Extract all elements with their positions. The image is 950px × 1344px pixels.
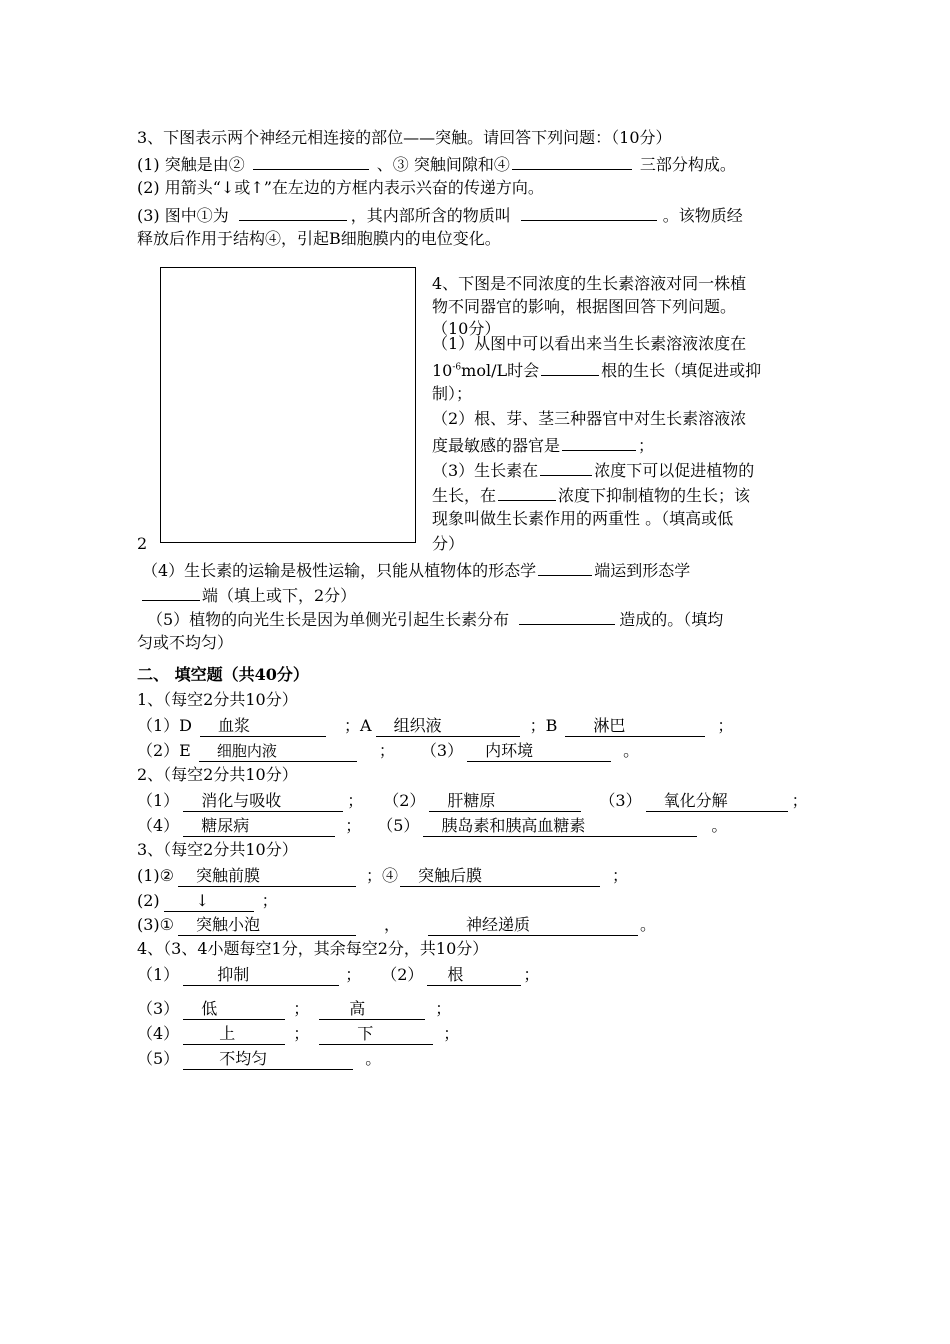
- q3-line3: (3) 图中①为 ，其内部所含的物质叫 。该物质经: [137, 203, 743, 227]
- q3-blank-1[interactable]: [253, 152, 369, 170]
- q4-blank-3[interactable]: [540, 458, 592, 476]
- q4-blank-6[interactable]: [142, 583, 200, 601]
- q4-line13: （4）生长素的运输是极性运输，只能从植物体的形态学 端运到形态学: [142, 558, 690, 582]
- q4-line10: 生长，在 浓度下抑制植物的生长；该: [432, 483, 750, 507]
- q4-line5: $10^{-6}mol/L$时会 根的生长（填促进或抑: [432, 358, 761, 382]
- a3-answer-2: 突触后膜: [400, 866, 600, 887]
- q4-blank-4[interactable]: [498, 483, 556, 501]
- figure-box[interactable]: [160, 267, 416, 543]
- a4-answer-1: 抑制: [183, 965, 339, 986]
- a3-answer-4: 突触小泡: [178, 915, 356, 936]
- a4-head: 4、（3、4小题每空1分，其余每空2分，共10分）: [137, 939, 489, 958]
- a4-row3: （4） 上 ； 下 ；: [137, 1024, 460, 1043]
- q4-line9: （3）生长素在 浓度下可以促进植物的: [432, 458, 754, 482]
- q4-blank-7[interactable]: [519, 607, 615, 625]
- a3-head: 3、（每空2分共10分）: [137, 840, 298, 859]
- q4-line16: 匀或不均匀）: [137, 633, 234, 652]
- q4-blank-5[interactable]: [538, 558, 592, 576]
- q3-blank-4[interactable]: [521, 203, 657, 221]
- q4-line7: （2）根、芽、茎三种器官中对生长素溶液浓: [432, 409, 747, 428]
- a2-row1: （1） 消化与吸收 ； （2） 肝糖原 （3） 氧化分解 ；: [137, 791, 808, 810]
- q4-line11: 现象叫做生长素作用的两重性 。（填高或低: [432, 509, 734, 528]
- a3-row1: (1)② 突触前膜 ；④ 突触后膜 ；: [137, 866, 629, 885]
- a1-answer-3: 淋巴: [565, 716, 705, 737]
- a4-row1: （1） 抑制 ； （2） 根 ；: [137, 965, 540, 984]
- section2-title: 二、 填空题（共40分）: [137, 665, 309, 684]
- a1-row2: （2）E 细胞内液 ； （3） 内环境 。: [137, 741, 640, 760]
- a4-answer-5: 上: [183, 1024, 285, 1045]
- a1-answer-5: 内环境: [467, 741, 611, 762]
- q4-line14: 端（填上或下，2分）: [142, 583, 356, 607]
- q4-line2: 物不同器官的影响，根据图回答下列问题。: [432, 297, 737, 316]
- q3-title: 3、下图表示两个神经元相连接的部位——突触。请回答下列问题：（10分）: [137, 128, 672, 147]
- a4-row4: （5） 不均匀 。: [137, 1049, 382, 1068]
- a4-answer-3: 低: [183, 999, 285, 1020]
- q4-line3: （10分）: [432, 319, 501, 338]
- q4-line1: 4、下图是不同浓度的生长素溶液对同一株植: [432, 274, 747, 293]
- a2-answer-1: 消化与吸收: [183, 791, 343, 812]
- q4-blank-1[interactable]: [541, 358, 599, 376]
- a1-row1: （1）D 血浆 ；A 组织液 ；B 淋巴 ；: [137, 716, 734, 735]
- q3-line4: 释放后作用于结构④，引起B细胞膜内的电位变化。: [137, 229, 501, 248]
- a3-row3: (3)① 突触小泡 ， 神经递质 。: [137, 915, 657, 934]
- q4-number-2: 2: [137, 534, 148, 553]
- a2-answer-2: 肝糖原: [429, 791, 581, 812]
- a3-answer-5: 神经递质: [428, 915, 638, 936]
- a2-head: 2、（每空2分共10分）: [137, 765, 298, 784]
- a3-answer-1: 突触前膜: [178, 866, 356, 887]
- a1-head: 1、（每空2分共10分）: [137, 690, 298, 709]
- a4-answer-2: 根: [427, 965, 521, 986]
- a4-answer-4: 高: [319, 999, 425, 1020]
- a4-row2: （3） 低 ； 高 ；: [137, 999, 452, 1018]
- q3-line1: (1) 突触是由② 、③ 突触间隙和④ 三部分构成。: [137, 152, 736, 176]
- q4-line8: 度最敏感的器官是 ；: [432, 433, 654, 457]
- a2-answer-3: 氧化分解: [646, 791, 788, 812]
- q4-line4: （1）从图中可以看出来当生长素溶液浓度在: [432, 334, 747, 353]
- q3-blank-2[interactable]: [512, 152, 632, 170]
- q3-line2: (2) 用箭头“↓或↑”在左边的方框内表示兴奋的传递方向。: [137, 178, 544, 197]
- q4-blank-2[interactable]: [562, 433, 636, 451]
- a2-answer-5: 胰岛素和胰高血糖素: [423, 816, 697, 837]
- a4-answer-7: 不均匀: [183, 1049, 353, 1070]
- q4-line12: 分）: [432, 534, 465, 553]
- a3-row2: (2) ↓ ；: [137, 891, 278, 910]
- q4-line6: 制）；: [432, 384, 473, 403]
- a1-answer-1: 血浆: [200, 716, 326, 737]
- a4-answer-6: 下: [319, 1024, 433, 1045]
- q4-line15: （5）植物的向光生长是因为单侧光引起生长素分布 造成的。（填均: [147, 607, 723, 631]
- q3-blank-3[interactable]: [239, 203, 347, 221]
- a1-answer-4: 细胞内液: [199, 741, 357, 762]
- a2-row2: （4） 糖尿病 ； （5） 胰岛素和胰高血糖素 。: [137, 816, 728, 835]
- a2-answer-4: 糖尿病: [183, 816, 335, 837]
- a1-answer-2: 组织液: [376, 716, 520, 737]
- a3-answer-3: ↓: [164, 891, 254, 912]
